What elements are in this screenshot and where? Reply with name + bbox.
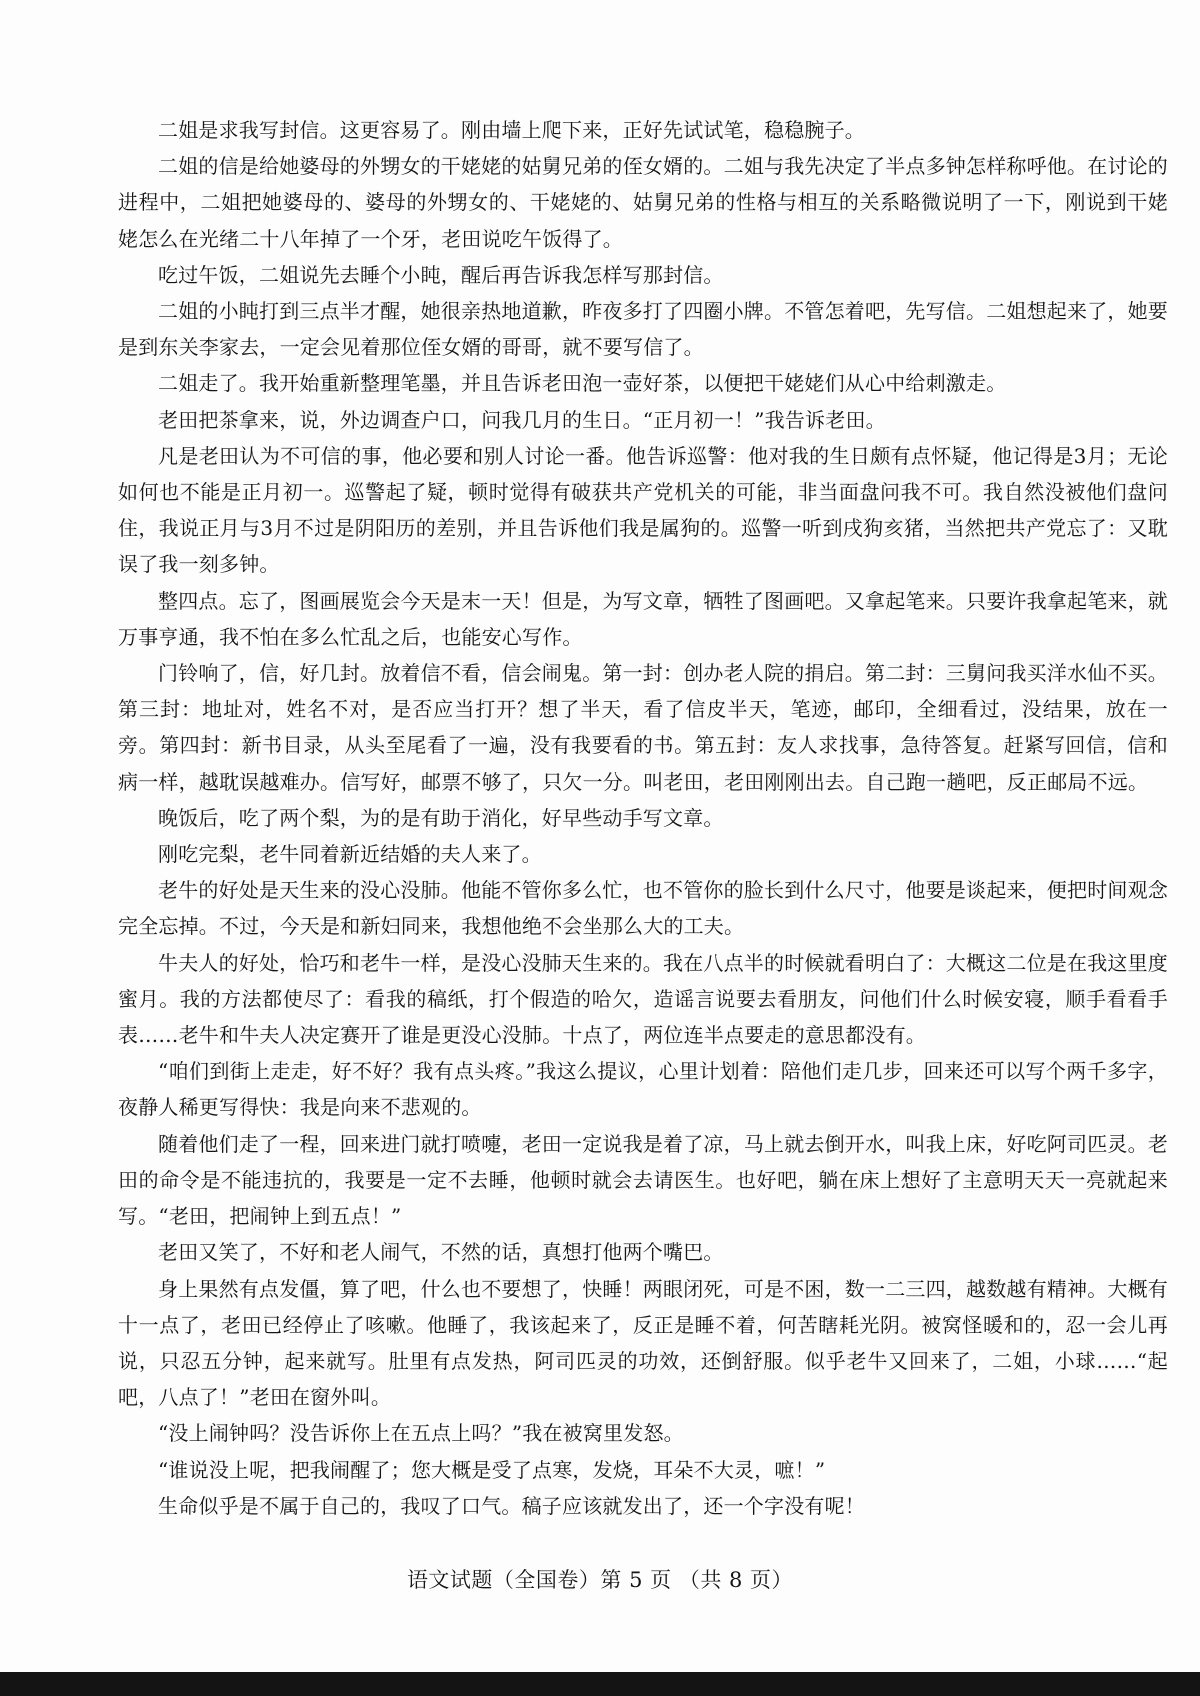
paragraph-6: 老田把茶拿来，说，外边调查户口，问我几月的生日。“正月初一！”我告诉老田。 — [158, 407, 886, 432]
paragraph-7: 凡是老田认为不可信的事，他必要和别人讨论一番。他告诉巡警：他对我的生日颇有点怀疑，他记得是3月；无论如何也不能是正月初一。巡警起了疑，顿时觉得有破获共产党机关的可能，非当面盘问我不可。我自然没被他们盘问住，我说正月与3月不过是阴阳历的差别，并且告诉他们我是属狗的。巡警一听到戌狗亥猪，当然把共产党忘了：又耽误了我一刻多钟。 — [118, 443, 1168, 577]
paragraph-1: 二姐是求我写封信。这更容易了。刚由墙上爬下来，正好先试试笔，稳稳腕子。 — [158, 118, 865, 142]
article-body — [118, 112, 1168, 1524]
scan-bottom-edge — [0, 1672, 1200, 1696]
paragraph-5: 二姐走了。我开始重新整理笔墨，并且告诉老田泡一壶好茶，以便把干姥姥们从心中给刺激走。 — [158, 371, 1007, 396]
paragraph-20: 生命似乎是不属于自己的，我叹了口气。稿子应该就发出了，还一个字没有呢！ — [158, 1493, 865, 1518]
paragraph-15: 随着他们走了一程，回来进门就打喷嚏，老田一定说我是着了凉，马上就去倒开水，叫我上床，好吃阿司匹灵。老田的命令是不能违抗的，我要是一定不去睡，他顿时就会去请医生。也好吧，躺在床上想好了主意明天天一亮就起来写。“老田，把闹钟上到五点！” — [118, 1131, 1168, 1229]
paragraph-13: 牛夫人的好处，恰巧和老牛一样，是没心没肺天生来的。我在八点半的时候就看明白了：大概这二位是在我这里度蜜月。我的方法都使尽了：看我的稿纸，打个假造的哈欠，造谣言说要去看朋友，问他们什么时候安寝，顺手看看手表……老牛和牛夫人决定赛开了谁是更没心没肺。十点了，两位连半点要走的意思都没有。 — [118, 950, 1168, 1048]
paragraph-12: 老牛的好处是天生来的没心没肺。他能不管你多么忙，也不管你的脸长到什么尺寸，他要是谈起来，便把时间观念完全忘掉。不过，今天是和新妇同来，我想他绝不会坐那么大的工夫。 — [118, 878, 1168, 939]
paragraph-3: 吃过午饭，二姐说先去睡个小盹，醒后再告诉我怎样写那封信。 — [158, 262, 724, 287]
paragraph-17: 身上果然有点发僵，算了吧，什么也不要想了，快睡！两眼闭死，可是不困，数一二三四，越数越有精神。大概有十一点了，老田已经停止了咳嗽。他睡了，我该起来了，反正是睡不着，何苦瞎耗光阴。被窝怪暖和的，忍一会儿再说，只忍五分钟，起来就写。肚里有点发热，阿司匹灵的功效，还倒舒服。似乎老牛又回来了，二姐，小球……“起吧，八点了！”老田在窗外叫。 — [118, 1276, 1168, 1410]
paragraph-18: “没上闹钟吗？没告诉你上在五点上吗？”我在被窝里发怒。 — [158, 1421, 684, 1446]
paragraph-10: 晚饭后，吃了两个梨，为的是有助于消化，好早些动手写文章。 — [158, 805, 724, 830]
paragraph-16: 老田又笑了，不好和老人闹气，不然的话，真想打他两个嘴巴。 — [158, 1240, 724, 1265]
paragraph-4: 二姐的小盹打到三点半才醒，她很亲热地道歉，昨夜多打了四圈小牌。不管怎着吧，先写信。二姐想起来了，她要是到东关李家去，一定会见着那位侄女婿的哥哥，就不要写信了。 — [118, 299, 1168, 360]
page-footer: 语文试题（全国卷）第 5 页 （共 8 页） — [406, 1568, 794, 1592]
paragraph-2: 二姐的信是给她婆母的外甥女的干姥姥的姑舅兄弟的侄女婿的。二姐与我先决定了半点多钟怎样称呼他。在讨论的进程中，二姐把她婆母的、婆母的外甥女的、干姥姥的、姑舅兄弟的性格与相互的关系略微说明了一下，刚说到干姥姥怎么在光绪二十八年掉了一个牙，老田说吃午饭得了。 — [118, 154, 1168, 251]
paragraph-11: 刚吃完梨，老牛同着新近结婚的夫人来了。 — [158, 842, 542, 867]
paragraph-9: 门铃响了，信，好几封。放着信不看，信会闹鬼。第一封：创办老人院的捐启。第二封：三舅问我买洋水仙不买。第三封：地址对，姓名不对，是否应当打开？想了半天，看了信皮半天，笔迹，邮印，全细看过，没结果，放在一旁。第四封：新书目录，从头至尾看了一遍，没有我要看的书。第五封：友人求找事，急待答复。赶紧写回信，信和病一样，越耽误越难办。信写好，邮票不够了，只欠一分。叫老田，老田刚刚出去。自己跑一趟吧，反正邮局不远。 — [118, 661, 1168, 794]
paragraph-8: 整四点。忘了，图画展览会今天是末一天！但是，为写文章，牺牲了图画吧。又拿起笔来。只要许我拿起笔来，就万事亨通，我不怕在多么忙乱之后，也能安心写作。 — [118, 588, 1168, 649]
paragraph-19: “谁说没上呢，把我闹醒了；您大概是受了点寒，发烧，耳朵不大灵，嗻！” — [158, 1457, 826, 1482]
paragraph-14: “咱们到街上走走，好不好？我有点头疼。”我这么提议，心里计划着：陪他们走几步，回来还可以写个两千多字，夜静人稀更写得快：我是向来不悲观的。 — [118, 1059, 1168, 1120]
